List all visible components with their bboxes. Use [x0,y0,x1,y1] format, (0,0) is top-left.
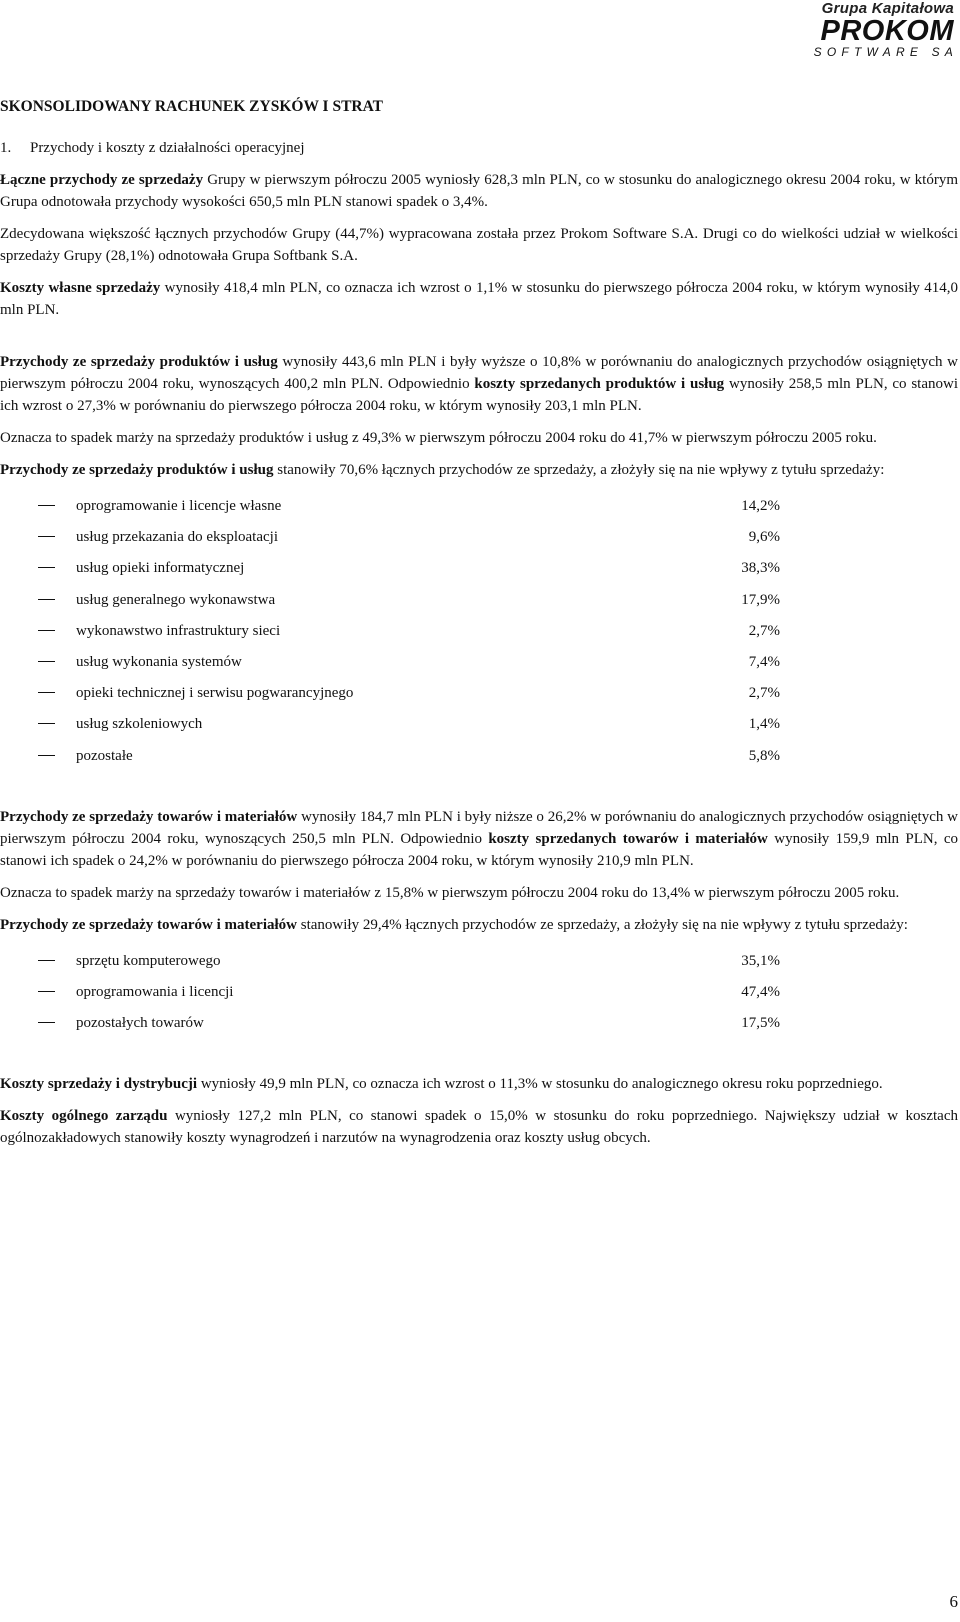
paragraph-products-revenue [0,351,958,417]
page-number: 6 [949,1592,958,1611]
paragraph-text: wynosiły 258,5 mln PLN, co stanowi ich wzrost o 27,3% w porównaniu do pierwszego półrocza 2004 roku, w którym wynosiły 203,1 mln PLN. [0,376,958,414]
paragraph-text: Grupy w pierwszym półroczu 2005 wyniosły 628,3 mln PLN, co w stosunku do analogicznego okresu 2004 roku, w którym Grupa odnotowała przychody wysokości 650,5 mln PLN stanowi spadek o 3,4%. [0,172,958,210]
company-logo [804,0,958,62]
paragraph-text: wynosiły 418,4 mln PLN, co oznacza ich wzrost o 1,1% w stosunku do pierwszego półrocza 2004 roku, w którym wynosiły 414,0 mln PLN. [0,280,958,318]
list-item-value: 9,6% [748,529,780,546]
list-item [0,589,958,620]
bold-phrase: Przychody ze sprzedaży towarów i materiałów [0,916,297,933]
paragraph-goods-revenue [0,806,958,872]
paragraph-goods-share [0,914,958,936]
list-item [0,526,958,557]
paragraph-cost-of-sales [0,277,958,321]
bold-phrase: Łączne przychody ze sprzedaży [0,172,204,188]
list-item-value: 2,7% [748,622,780,639]
paragraph-text: wynosiły 159,9 mln PLN, co stanowi ich spadek o 24,2% w porównaniu do pierwszego półrocza 2004 roku, w którym wynosiły 210,9 mln PLN. [0,830,958,869]
paragraph-text: wyniosły 127,2 mln PLN, co stanowi spadek o 15,0% w stosunku do roku poprzedniego. Największy udział w kosztach ogólnozakładowych stanowiły koszty wynagrodzeń i narzutów na wynagrodzenia oraz koszty usług obcych. [0,1108,958,1147]
list-item-label: oprogramowania i licencji [76,983,234,1000]
logo-brand-text: PROKOM [820,15,954,47]
paragraph-text: wynosiły 184,7 mln PLN i były niższe o 26,2% w porównaniu do analogicznych przychodów osiągniętych w pierwszym półroczu 2004 roku, wynoszących 250,5 mln PLN. Odpowiednio [0,808,958,847]
list-item [0,1012,958,1043]
paragraph-goods-margin [0,882,958,904]
section-number: 1. [0,140,12,156]
section-title: Przychody i koszty z działalności operacyjnej [30,140,305,156]
document-body [0,96,958,1149]
paragraph-text: wyniosły 49,9 mln PLN, co oznacza ich wzrost o 11,3% w stosunku do analogicznego okresu roku poprzedniego. [197,1076,883,1093]
list-item-value: 5,8% [748,747,780,764]
list-item-label: usług szkoleniowych [76,716,203,733]
list-item-label: oprogramowanie i licencje własne [76,498,282,514]
dash-bullet [38,567,55,568]
list-item-label: usług przekazania do eksploatacji [76,529,279,546]
list-item-label: opieki technicznej i serwisu pogwarancyjnego [76,685,354,702]
bold-phrase: Koszty własne sprzedaży [0,280,161,296]
logo-group-text: Grupa Kapitałowa [821,0,954,17]
list-item-label: sprzętu komputerowego [76,952,221,969]
list-item-label: pozostałych towarów [76,1015,204,1032]
bold-phrase: Przychody ze sprzedaży produktów i usług [0,462,274,478]
dash-bullet [38,536,55,537]
list-item-value: 35,1% [741,952,780,969]
section-heading [0,137,958,159]
list-item [0,745,958,776]
dash-bullet [38,755,55,756]
list-item-value: 1,4% [748,716,780,733]
bold-phrase: Koszty sprzedaży i dystrybucji [0,1076,198,1093]
paragraph-revenue-share [0,223,958,267]
dash-bullet [38,960,55,961]
list-item-label: pozostałe [76,747,133,764]
list-item [0,981,958,1012]
list-item-value: 2,7% [748,685,780,702]
list-item [0,713,958,744]
document-title: SKONSOLIDOWANY RACHUNEK ZYSKÓW I STRAT [0,98,383,115]
paragraph-text: stanowiły 70,6% łącznych przychodów ze sprzedaży, a złożyły się na nie wpływy z tytułu sprzedaży: [273,462,885,478]
list-item [0,495,958,526]
dash-bullet [38,505,55,506]
dash-bullet [38,630,55,631]
dash-bullet [38,661,55,662]
paragraph-text: Oznacza to spadek marży na sprzedaży towarów i materiałów z 15,8% w pierwszym półroczu 2004 roku do 13,4% w pierwszym półroczu 2005 roku. [0,884,900,901]
list-item [0,651,958,682]
paragraph-text: stanowiły 29,4% łącznych przychodów ze sprzedaży, a złożyły się na nie wpływy z tytułu sprzedaży: [297,916,908,933]
dash-bullet [38,1022,55,1023]
list-item-value: 17,9% [741,591,780,608]
list-item-value: 14,2% [741,498,780,514]
paragraph-text: wynosiły 443,6 mln PLN i były wyższe o 10,8% w porównaniu do analogicznych przychodów osiągniętych w pierwszym półroczu 2004 roku, wynoszących 400,2 mln PLN. Odpowiednio [0,354,958,392]
list-item-label: usług opieki informatycznej [76,560,245,577]
dash-bullet [38,599,55,600]
dash-bullet [38,991,55,992]
paragraph-selling-costs [0,1073,958,1095]
list-item [0,557,958,588]
list-item-value: 38,3% [741,560,780,577]
paragraph-text: Oznacza to spadek marży na sprzedaży produktów i usług z 49,3% w pierwszym półroczu 2004 roku do 41,7% w pierwszym półroczu 2005 roku. [0,430,877,446]
list-item-value: 7,4% [748,653,780,670]
list-item-value: 47,4% [741,983,780,1000]
paragraph-text: Zdecydowana większość łącznych przychodów Grupy (44,7%) wypracowana została przez Prokom Software S.A. Drugi co do wielkości udział w wielkości sprzedaży Grupy (28,1%) odnotowała Grupa Softbank S.A. [0,226,958,264]
paragraph-products-margin [0,427,958,449]
list-item [0,620,958,651]
products-breakdown-list [0,495,958,776]
bold-phrase: koszty sprzedanych produktów i usług [474,376,725,392]
paragraph-admin-costs [0,1105,958,1149]
logo-sub-text: SOFTWARE SA [813,45,958,59]
bold-phrase: Przychody ze sprzedaży towarów i materiałów [0,808,298,825]
list-item [0,950,958,981]
goods-breakdown-list [0,950,958,1044]
bold-phrase: Koszty ogólnego zarządu [0,1108,168,1125]
paragraph-products-share [0,459,958,481]
bold-phrase: Przychody ze sprzedaży produktów i usług [0,354,278,370]
list-item-value: 17,5% [741,1015,780,1032]
paragraph-total-revenue [0,169,958,213]
bold-phrase: koszty sprzedanych towarów i materiałów [488,830,768,847]
list-item-label: wykonawstwo infrastruktury sieci [76,622,281,639]
list-item [0,682,958,713]
list-item-label: usług wykonania systemów [76,653,242,670]
list-item-label: usług generalnego wykonawstwa [76,591,276,608]
dash-bullet [38,692,55,693]
dash-bullet [38,723,55,724]
